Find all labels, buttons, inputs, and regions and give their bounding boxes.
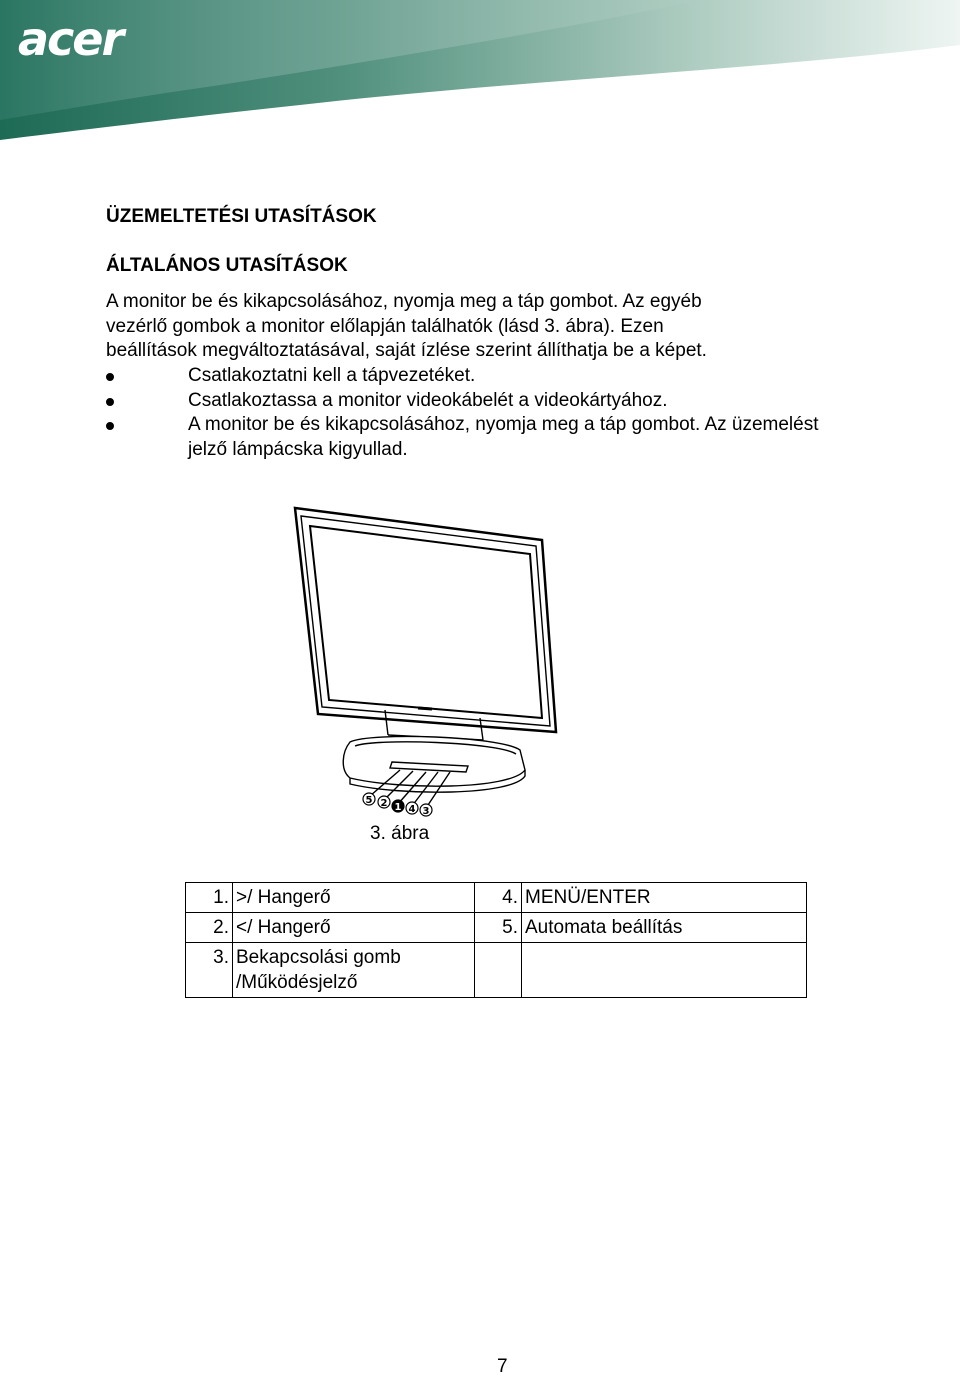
- page-number: 7: [497, 1356, 508, 1377]
- acer-logo-icon: acer: [18, 12, 123, 66]
- header-wave-graphic: [0, 0, 960, 145]
- callout-5: [363, 793, 375, 806]
- intro-line: vezérlő gombok a monitor előlapján találhatók (lásd 3. ábra). Ezen: [106, 315, 664, 337]
- table-row: 3. Bekapcsolási gomb /Működésjelző: [186, 943, 807, 998]
- svg-text:1: 1: [394, 802, 402, 813]
- svg-text:4: 4: [408, 804, 416, 815]
- monitor-illustration: [280, 500, 580, 820]
- list-item: Csatlakoztassa a monitor videokábelét a videokártyához.: [106, 389, 896, 414]
- intro-line: beállítások megváltoztatásával, saját ízlése szerint állíthatja be a képet.: [106, 340, 707, 361]
- button-legend-table: [185, 882, 807, 998]
- callout-1: [392, 800, 404, 813]
- header-banner: [0, 0, 960, 145]
- intro-paragraph: [106, 290, 896, 364]
- list-item: Csatlakoztatni kell a tápvezetéket.: [106, 364, 896, 389]
- bullet-icon: [106, 373, 114, 381]
- figure-caption: 3. ábra: [370, 823, 430, 844]
- table-row: 1. >/ Hangerő 4. MENÜ/ENTER: [186, 883, 807, 913]
- callout-3: [420, 804, 432, 817]
- bullet-icon: [106, 422, 114, 430]
- svg-text:3: 3: [422, 806, 430, 817]
- svg-text:5: 5: [365, 795, 373, 806]
- instruction-list: [106, 364, 896, 462]
- svg-text:2: 2: [380, 798, 388, 809]
- bullet-icon: [106, 398, 114, 406]
- callout-2: [378, 796, 390, 809]
- section-heading: ÁLTALÁNOS UTASÍTÁSOK: [106, 255, 348, 276]
- list-item: A monitor be és kikapcsolásához, nyomja meg a táp gombot. Az üzemelést jelző lámpácska kigyullad.: [106, 413, 896, 462]
- table-row: 2. </ Hangerő 5. Automata beállítás: [186, 913, 807, 943]
- intro-line: A monitor be és kikapcsolásához, nyomja meg a táp gombot. Az egyéb: [106, 291, 702, 312]
- callout-4: [406, 802, 418, 815]
- page-title: ÜZEMELTETÉSI UTASÍTÁSOK: [106, 206, 377, 227]
